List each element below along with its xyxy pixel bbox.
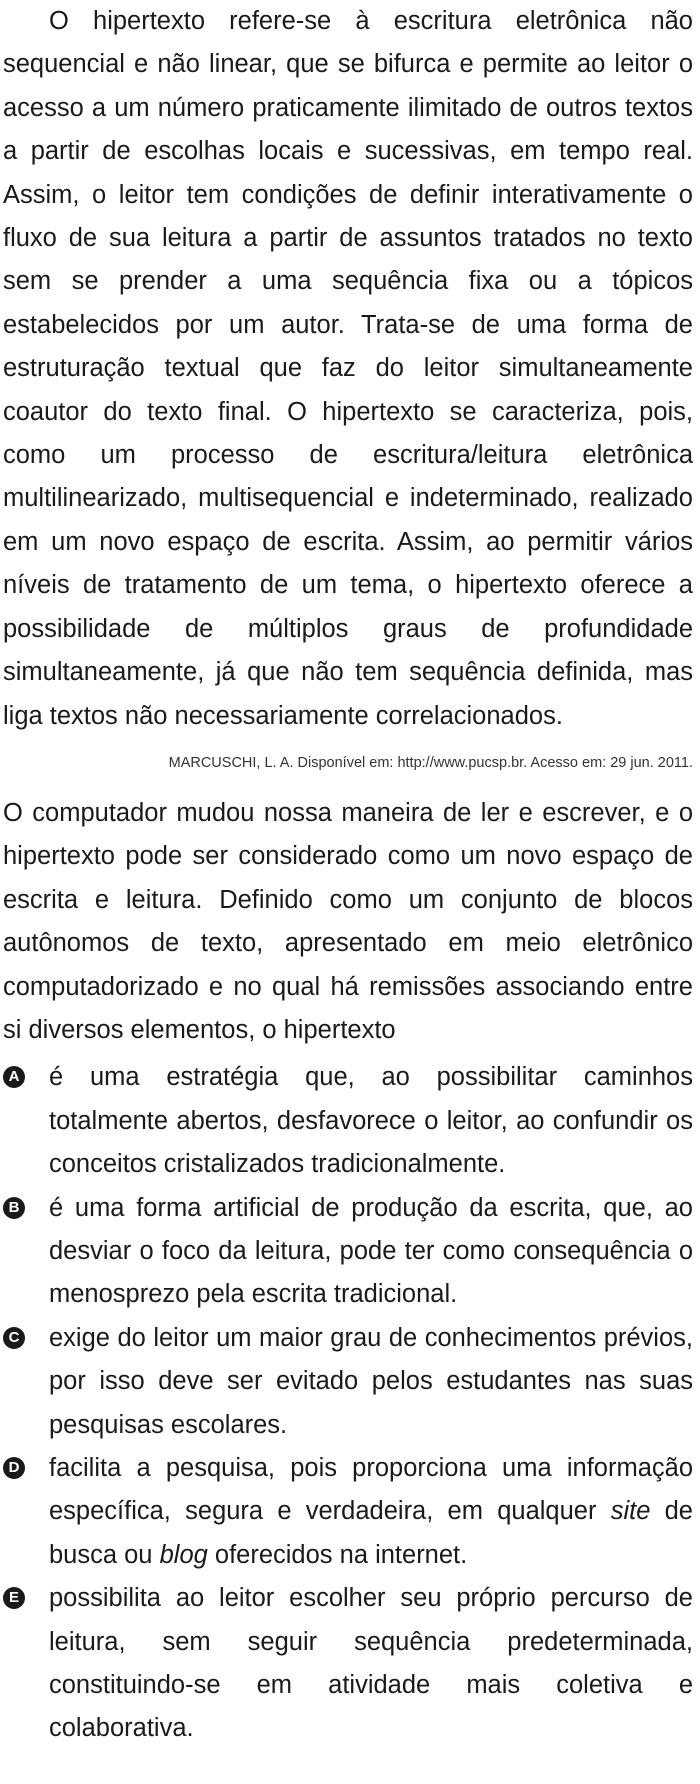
option-d-text bbox=[49, 1454, 693, 1569]
option-d-text-part-2: de busca ou bbox=[49, 1497, 693, 1569]
option-b-text: é uma forma artificial de produção da escrita, que, ao desviar o foco da leitura, pode ter como consequência o menosprezo pela escrita tradicional. bbox=[49, 1193, 693, 1309]
option-c-text: exige do leitor um maior grau de conhecimentos prévios, por isso deve ser evitado pelos estudantes nas suas pesquisas escolares. bbox=[49, 1323, 693, 1439]
option-b-letter-icon: B bbox=[3, 1197, 25, 1219]
option-e-letter-icon: E bbox=[3, 1587, 25, 1609]
option-a-text: é uma estratégia que, ao possibilitar caminhos totalmente abertos, desfavorece o leitor, ao confundir os conceitos cristalizados tradicionalmente. bbox=[49, 1063, 693, 1179]
passage-paragraph: O hipertexto refere-se à escritura eletrônica não sequencial e não linear, que se bifurca e permite ao leitor o acesso a um número praticamente ilimitado de outros textos a partir de escolhas locais e sucessivas, em tempo real. Assim, o leitor tem condições de definir interativamente o fluxo de sua leitura a partir de assuntos tratados no texto sem se prender a uma sequência fixa ou a tópicos estabelecidos por um autor. Trata-se de uma forma de estruturação textual que faz do leitor simultaneamente coautor do texto final. O hipertexto se caracteriza, pois, como um processo de escritura/leitura eletrônica multilinearizado, multisequencial e indeterminado, realizado em um novo espaço de escrita. Assim, ao permitir vários níveis de tratamento de um tema, o hipertexto oferece a possibilidade de múltiplos graus de profundidade simultaneamente, já que não tem sequência definida, mas liga textos não necessariamente correlacionados. bbox=[3, 7, 693, 730]
question-prompt: O computador mudou nossa maneira de ler e escrever, e o hipertexto pode ser considerado como um novo espaço de escrita e leitura. Definido como um conjunto de blocos autônomos de texto, apresentado em meio eletrônico computadorizado e no qual há remissões associando entre si diversos elementos, o hipertexto bbox=[3, 798, 693, 1044]
option-c-letter-icon: C bbox=[3, 1327, 25, 1349]
option-d-text-part-3: oferecidos na internet. bbox=[207, 1540, 468, 1569]
option-a[interactable] bbox=[3, 1056, 693, 1186]
option-a-letter-icon: A bbox=[3, 1066, 25, 1088]
option-e-text: possibilita ao leitor escolher seu próprio percurso de leitura, sem seguir sequência predeterminada, constituindo-se em atividade mais coletiva e colaborativa. bbox=[49, 1584, 693, 1743]
option-d[interactable] bbox=[3, 1447, 693, 1577]
option-e[interactable] bbox=[3, 1577, 693, 1751]
source-passage bbox=[3, 0, 693, 773]
option-d-letter-icon: D bbox=[3, 1457, 25, 1479]
option-d-italic-blog: blog bbox=[159, 1540, 208, 1569]
answer-options bbox=[3, 1056, 693, 1751]
option-d-italic-site: site bbox=[610, 1497, 651, 1526]
option-b[interactable] bbox=[3, 1187, 693, 1317]
option-c[interactable] bbox=[3, 1317, 693, 1447]
option-d-text-part-1: facilita a pesquisa, pois proporciona uma informação específica, segura e verdadeira, em qualquer bbox=[49, 1454, 693, 1526]
passage-citation: MARCUSCHI, L. A. Disponível em: http://www.pucsp.br. Acesso em: 29 jun. 2011. bbox=[168, 754, 693, 771]
